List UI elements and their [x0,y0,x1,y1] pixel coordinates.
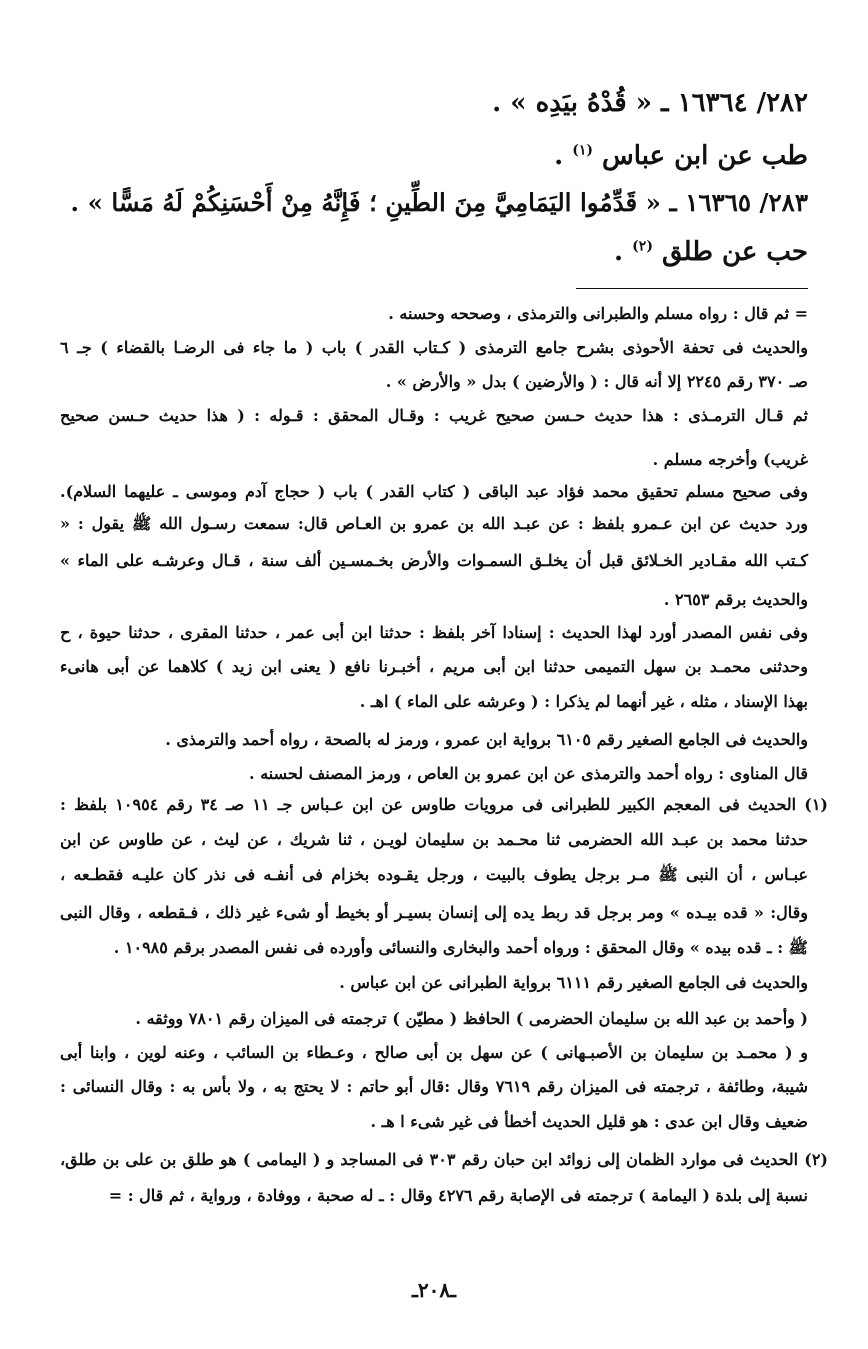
footnote-line: صـ ٣٧٠ رقم ٢٢٤٥ إلا أنه قال : ( والأرضين ) بدل « والأرض » . [385,372,808,391]
footnote-line: كـتب الله مقـادير الخـلائق قبل أن يخلـق السمـوات والأرض بخـمسـين ألف سنة ، قـال وعرشـه على الماء » [60,551,809,570]
footnote-line: بهذا الإسناد ، مثله ، غير أنهما لم يذكرا : ( وعرشه على الماء ) اهـ . [359,692,808,711]
footnote-line: والحديث برقم ٢٦٥٣ . [663,590,808,609]
hadith-282-source: طب عن ابن عباس $^{(١)}$ . [554,141,808,171]
footnote-line: و ( محمـد بن سليمان بن الأصبـهانى ) عن سهل بن أبى صالح ، وعـطاء بن السائب ، وعنه لوين ، وابنا أبى [60,1043,808,1062]
footnote-line: ضعيف وقال ابن عدى : هو قليل الحديث أخطأ فى غير شىء ا هـ . [370,1112,808,1131]
footnote-ref-1: (١) [572,142,593,159]
footnote-ref-2: (٢) [632,238,653,255]
footnote-separator [576,288,808,289]
footnote-line: قال المناوى : رواه أحمد والترمذى عن ابن عمرو بن العاص ، ورمز المصنف لحسنه . [249,764,808,783]
footnote-line: وفى نفس المصدر أورد لهذا الحديث : إسنادا آخر بلفظ : حدثنا ابن أبى عمر ، حدثنا المقرى ، حدثنا حيوة ، ح [60,623,808,642]
footnote-line: وحدثنى محمـد بن سهل التميمى حدثنا ابن أبى مريم ، أخبـرنا نافع ( يعنى ابن زيد ) كلاهما عن أبى هانىء [60,657,808,676]
footnote-line: ورد حديث عن ابن عـمرو بلفظ : عن عبـد الله بن عمرو بن العـاص قال: سمعت رسـول الله ﷺ يقول : « [60,514,809,533]
footnote-line: غريب) وأخرجه مسلم . [652,450,808,469]
footnote-line: ثم قـال الترمـذى : هذا حديث حـسن صحيح غريب : وقـال المحقق : قـوله : ( هذا حديث حـسن صحيح [60,406,808,425]
footnote-line: والحديث فى الجامع الصغير رقم ٦١١١ برواية الطبرانى عن ابن عباس . [339,973,808,992]
hadith-283-source: حب عن طلق $^{(٢)}$ . [614,237,808,267]
footnote-line: حدثنا محمد بن عبـد الله الحضرمى ثنا محـمد بن سليمان لويـن ، ثنا شريك ، عن ليث ، عن طاوس عن ابن [60,830,808,849]
page-number: ـ٢٠٨ـ [412,1278,456,1302]
hadith-283: ٢٨٣/ ١٦٣٦٥ ـ « قَدِّمُوا اليَمَامِيَّ مِنَ الطِّينِ ؛ فَإِنَّهُ مِنْ أَحْسَنِكُمْ لَهُ مَسًّا » . [70,188,808,217]
footnote-line: ﷺ : ـ قده بيده » وقال المحقق : ورواه أحمد والبخارى والنسائى وأورده فى نفس المصدر برقم ١٠٩٨٥ . [113,938,808,957]
footnote-line: عبـاس ، أن النبى ﷺ مـر برجل يطوف بالبيت ، ورجل يقـوده بخزام فى أنفـه فى نذر كان عليـه فقطـعه ، [60,865,809,884]
footnote-line: (١) الحديث فى المعجم الكبير للطبرانى فى مرويات طاوس عن ابن عـباس جـ ١١ صـ ٣٤ رقم ١٠٩٥٤ بلفظ : [60,795,828,814]
footnote-line: (٢) الحديث فى موارد الظمان إلى زوائد ابن حبان رقم ٣٠٣ فى المساجد و ( اليمامى ) هو طلق بن على بن طلق، [60,1150,828,1169]
footnote-line: والحديث فى الجامع الصغير رقم ٦١٠٥ برواية ابن عمرو ، ورمز له بالصحة ، رواه أحمد والترمذى . [165,730,808,749]
hadith-282: ٢٨٢/ ١٦٣٦٤ ـ « قُدْهُ بيَدِه » . [492,88,808,118]
footnote-line: وفى صحيح مسلم تحقيق محمد فؤاد عبد الباقى ( كتاب القدر ) باب ( حجاج آدم وموسى ـ عليهما السلام). [60,482,808,501]
footnote-line: نسبة إلى بلدة ( اليمامة ) ترجمته فى الإصابة رقم ٤٢٧٦ وقال : ـ له صحبة ، ووفادة ، ورواية ، ثم قال : = [108,1186,808,1205]
footnote-line: = ثم قال : رواه مسلم والطبرانى والترمذى ، وصححه وحسنه . [388,304,808,323]
footnote-line: وقال: « قده بيـده » ومر برجل قد ربط يده إلى إنسان بسيـر أو بخيط أو شىء غير ذلك ، فـقطعه ، وقال النبى [60,903,808,922]
footnote-line: والحديث فى تحفة الأحوذى بشرح جامع الترمذى ( كـتاب القدر ) باب ( ما جاء فى الرضـا بالقضاء ) جـ ٦ [60,338,808,357]
footnote-line: ( وأحمد بن عبد الله بن سليمان الحضرمى ) الحافظ ( مطيّن ) ترجمته فى الميزان رقم ٧٨٠١ ووثقه . [135,1009,808,1028]
footnote-line: شيبة، وطائفة ، ترجمته فى الميزان رقم ٧٦١٩ وقال :قال أبو حاتم : لا يحتج به ، ولا بأس به : وقال النسائى : [60,1077,809,1096]
